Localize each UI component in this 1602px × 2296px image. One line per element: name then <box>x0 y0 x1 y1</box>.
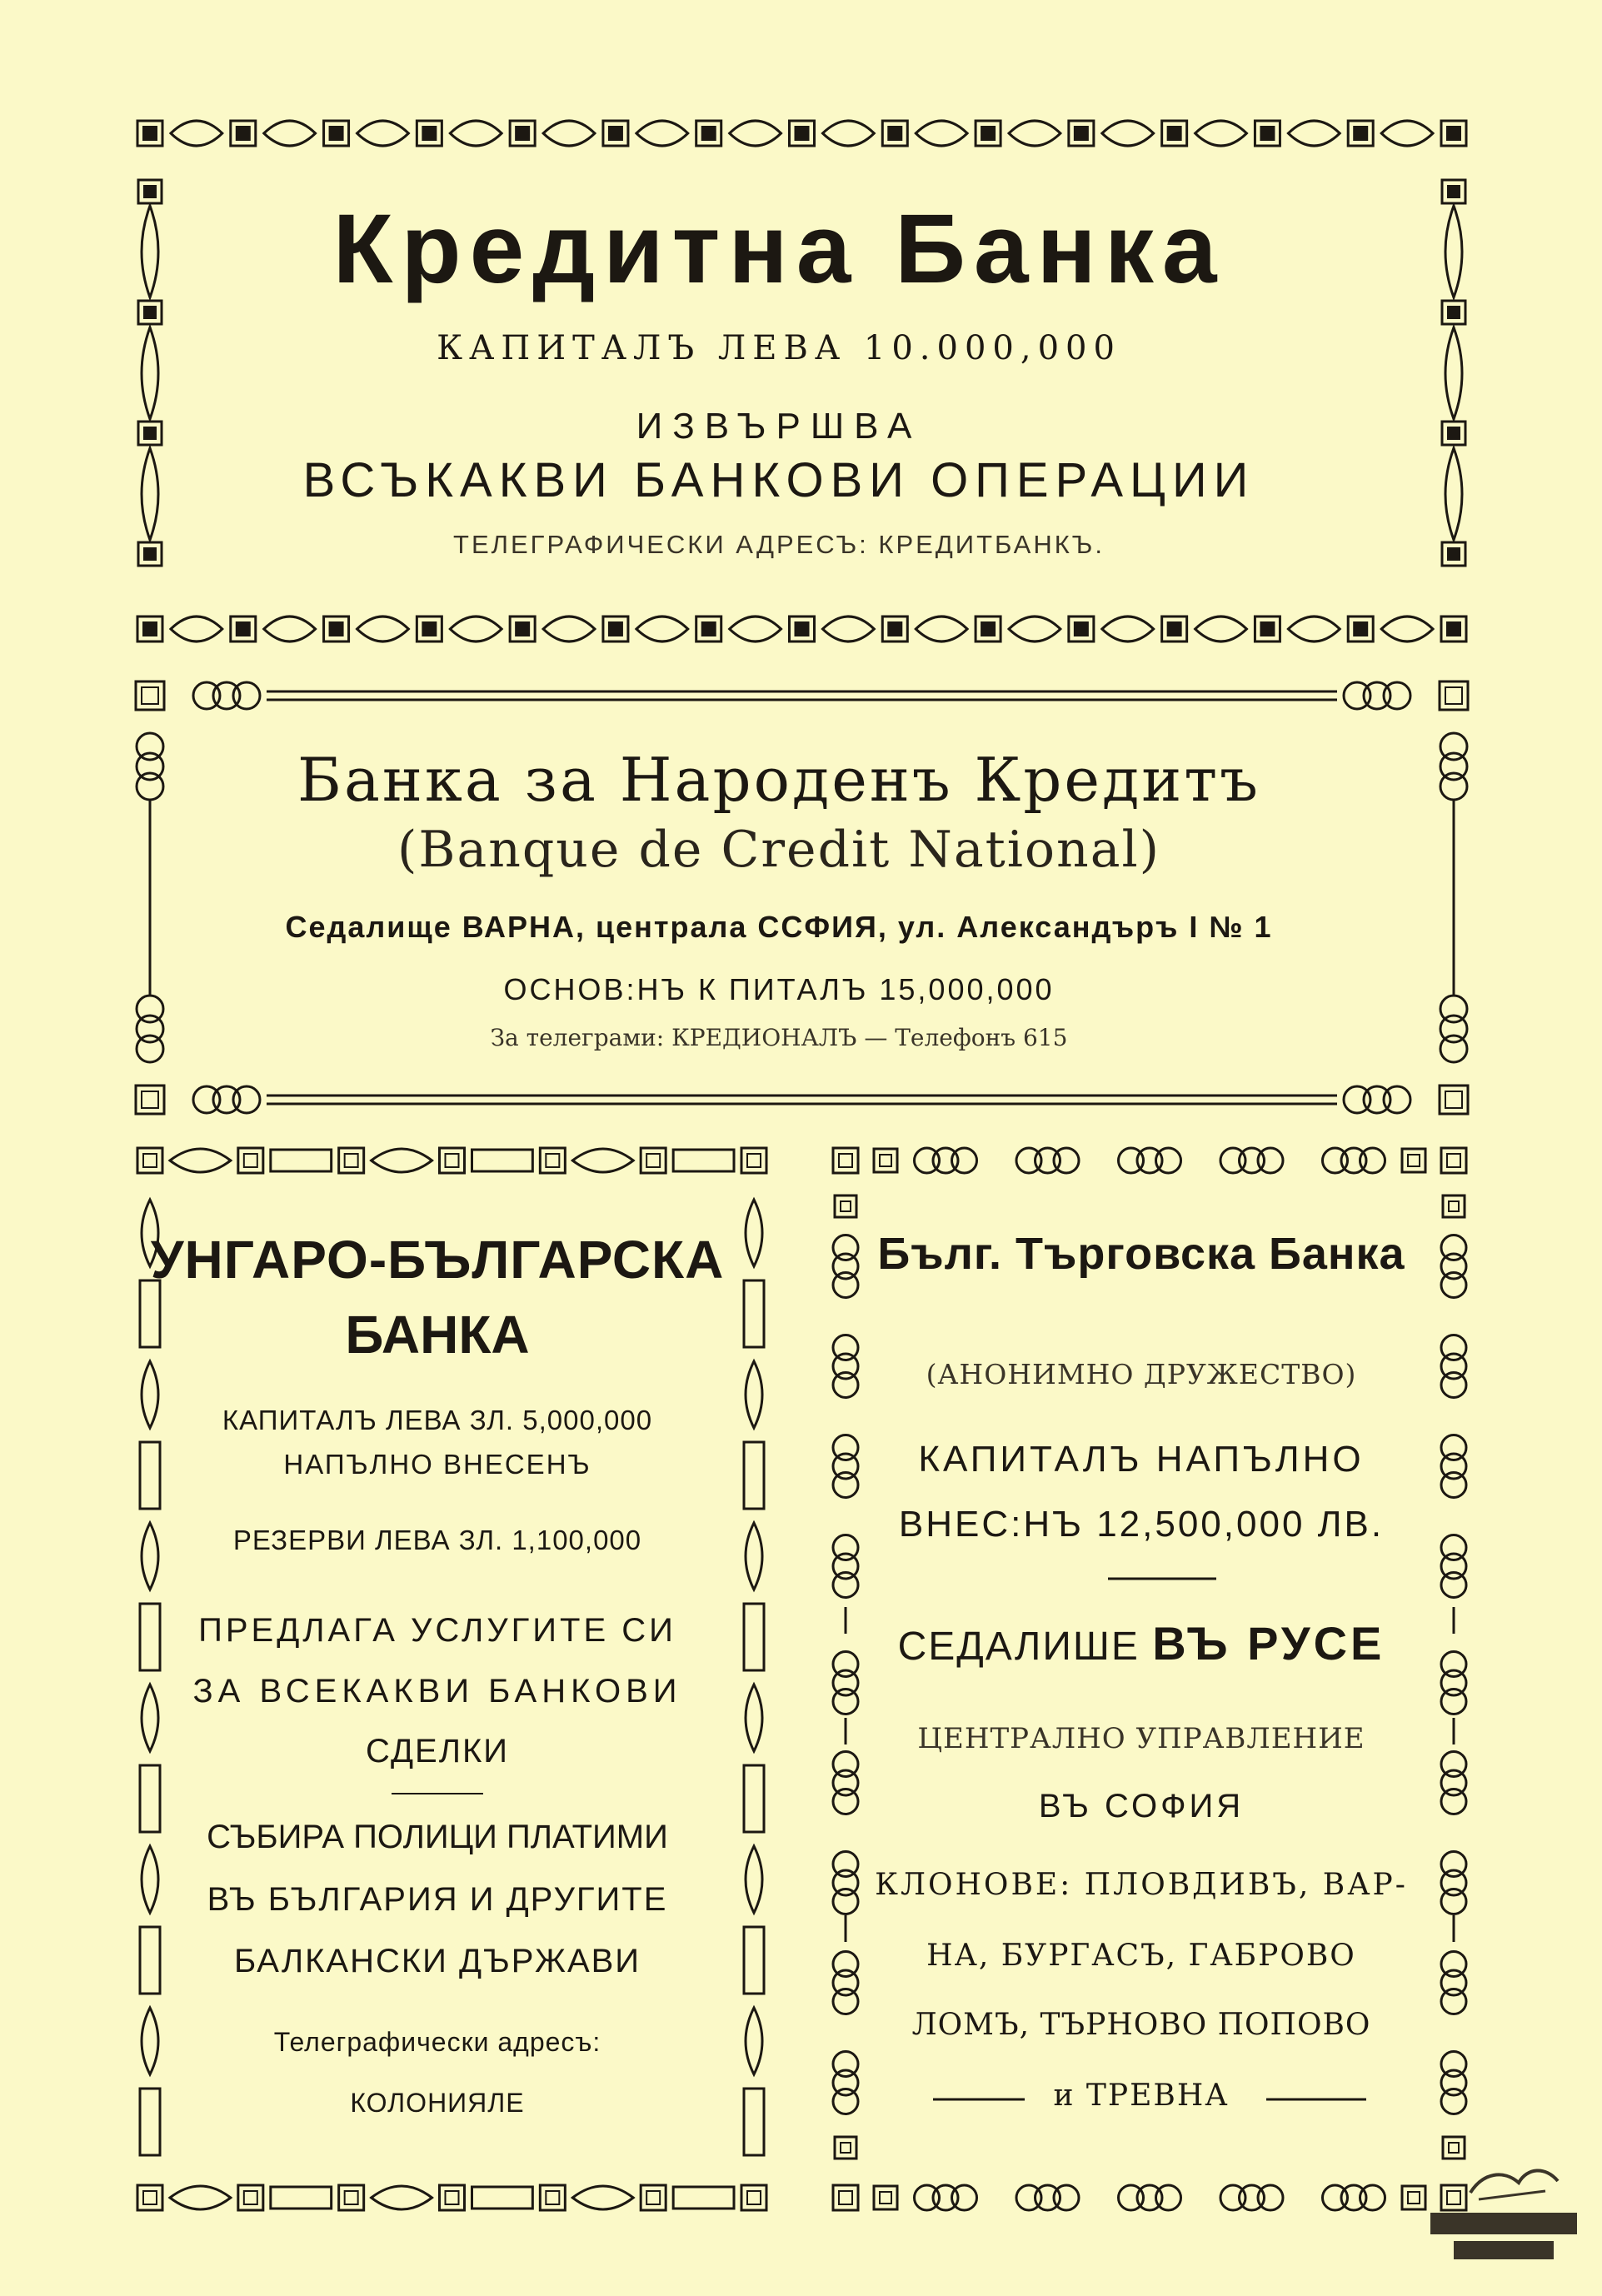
theatre-stamp-logo <box>1420 2158 1587 2274</box>
ungaro-bulgarska-collect-1: СЪБИРА ПОЛИЦИ ПЛАТИМИ <box>207 1819 668 1855</box>
targovska-banka-central: ЦЕНТРАЛНО УПРАВЛЕНИЕ <box>917 1722 1365 1755</box>
narodni-kredit-seat: Седалище ВАРНА, централа ССФИЯ, ул. Александъръ I № 1 <box>285 910 1273 944</box>
narodni-kredit-french-name: (Banque de Credit National) <box>397 821 1161 879</box>
targovska-banka-capital-1: КАПИТАЛЪ НАПЪЛНО <box>918 1439 1365 1480</box>
narodni-kredit-capital: ОСНОВ:НЪ К ПИТАЛЪ 15,000,000 <box>503 972 1055 1006</box>
targovska-banka-branches-4: и ТРЕВНА <box>1053 2079 1230 2113</box>
targovska-banka-branches-3: ЛОМЪ, ТЪРНОВО ПОПОВО <box>911 2008 1371 2042</box>
kreditna-banka-capital: КАПИТАЛЪ ЛЕВА 10.000,000 <box>437 329 1121 367</box>
ungaro-bulgarska-paid: НАПЪЛНО ВНЕСЕНЪ <box>283 1449 591 1480</box>
kreditna-banka-title: Кредитна Банка <box>332 194 1225 304</box>
targovska-banka-branches-2: НА, БУРГАСЪ, ГАБРОВО <box>926 1939 1356 1973</box>
targovska-banka-branches-1: КЛОНОВЕ: ПЛОВДИВЪ, ВАР- <box>875 1868 1408 1902</box>
ungaro-bulgarska-telegraph-value: КОЛОНИЯЛЕ <box>350 2088 525 2118</box>
targovska-banka-anonymous: (АНОНИМНО ДРУЖЕСТВО) <box>926 1358 1357 1390</box>
ungaro-bulgarska-capital: КАПИТАЛЪ ЛЕВА ЗЛ. 5,000,000 <box>222 1405 653 1435</box>
kreditna-banka-telegraph: ТЕЛЕГРАФИЧЕСКИ АДРЕСЪ: КРЕДИТБАНКЪ. <box>453 530 1105 559</box>
narodni-kredit-telegraph: За телеграми: КРЕДИОНАЛЪ — Телефонъ 615 <box>490 1024 1068 1051</box>
ungaro-bulgarska-telegraph-label: Телеграфически адресъ: <box>273 2027 601 2057</box>
ungaro-bulgarska-collect-3: БАЛКАНСКИ ДЪРЖАВИ <box>233 1943 641 1979</box>
targovska-banka-capital-2: ВНЕС:НЪ 12,500,000 ЛВ. <box>898 1504 1385 1545</box>
kreditna-banka-operations: ВСЪКАКВИ БАНКОВИ ОПЕРАЦИИ <box>302 453 1255 507</box>
targovska-banka-seat-city: ВЪ РУСЕ <box>1152 1617 1385 1670</box>
ungaro-bulgarska-services-3: СДЕЛКИ <box>365 1733 510 1769</box>
narodni-kredit-title: Банка за Народенъ Кредитъ <box>297 745 1260 815</box>
targovska-banka-sofia: ВЪ СОФИЯ <box>1038 1788 1245 1824</box>
kreditna-banka-performs: ИЗВЪРШВА <box>636 406 922 447</box>
targovska-banka-seat <box>858 1617 1425 1670</box>
ungaro-bulgarska-services-2: ЗА ВСЕКАКВИ БАНКОВИ <box>192 1673 682 1710</box>
ungaro-bulgarska-collect-2: ВЪ БЪЛГАРИЯ И ДРУГИТЕ <box>207 1881 668 1918</box>
targovska-banka-seat-prefix: СЕДАЛИШЕ <box>897 1625 1140 1669</box>
ungaro-bulgarska-title-line2: БАНКА <box>345 1305 530 1365</box>
ungaro-bulgarska-services-1: ПРЕДЛАГА УСЛУГИТЕ СИ <box>198 1612 676 1649</box>
ungaro-bulgarska-title-line1: УНГАРО-БЪЛГАРСКА <box>150 1230 725 1290</box>
targovska-banka-title: Бълг. Търговска Банка <box>877 1229 1405 1279</box>
ungaro-bulgarska-reserves: РЕЗЕРВИ ЛЕВА ЗЛ. 1,100,000 <box>232 1525 642 1555</box>
